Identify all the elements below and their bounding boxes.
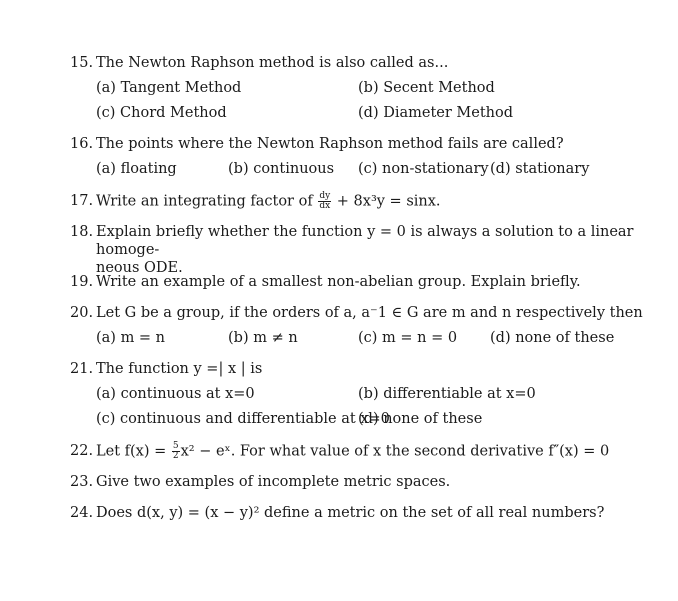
question-number: 17. bbox=[70, 193, 94, 209]
option-b: (b) Secent Method bbox=[358, 80, 495, 96]
option-d: (d) Diameter Method bbox=[358, 105, 513, 121]
option-a: (a) m = n bbox=[96, 330, 166, 346]
fraction-numerator: dy bbox=[319, 191, 331, 201]
option-c: (c) non-stationary bbox=[358, 161, 489, 177]
question-number: 21. bbox=[70, 361, 94, 377]
option-d: (d) none of these bbox=[358, 411, 483, 427]
fraction-numerator: 5 bbox=[172, 441, 179, 451]
option-a: (a) Tangent Method bbox=[96, 80, 242, 96]
question-text-line-1: Explain briefly whether the function y = 0 is always a solution to a linear homoge- bbox=[96, 224, 634, 258]
question-text: Let G be a group, if the orders of a, a⁻1 ∈ G are m and n respectively then bbox=[96, 305, 643, 321]
question-number: 16. bbox=[70, 136, 94, 152]
question-number: 15. bbox=[70, 55, 94, 71]
question-20 bbox=[70, 304, 660, 322]
question-15 bbox=[70, 54, 660, 72]
question-text: Write an example of a smallest non-abelian group. Explain briefly. bbox=[96, 274, 581, 290]
fraction-denominator: 2 bbox=[172, 451, 179, 461]
fraction-denominator: dx bbox=[319, 201, 331, 211]
option-a: (a) floating bbox=[96, 161, 177, 177]
question-number: 19. bbox=[70, 274, 94, 290]
option-b: (b) continuous bbox=[228, 161, 335, 177]
question-text: Does d(x, y) = (x − y)² define a metric on the set of all real numbers? bbox=[96, 505, 605, 521]
option-c: (c) m = n = 0 bbox=[358, 330, 458, 346]
question-text: The Newton Raphson method is also called as... bbox=[96, 55, 449, 71]
option-a: (a) continuous at x=0 bbox=[96, 386, 255, 402]
question-number: 18. bbox=[70, 224, 94, 240]
option-b: (b) differentiable at x=0 bbox=[358, 386, 536, 402]
question-number: 24. bbox=[70, 505, 94, 521]
question-text bbox=[96, 192, 660, 211]
option-c: (c) Chord Method bbox=[96, 105, 227, 121]
question-16 bbox=[70, 135, 660, 153]
option-d: (d) stationary bbox=[490, 161, 590, 177]
question-text-pre: Write an integrating factor of bbox=[96, 193, 313, 210]
question-21 bbox=[70, 360, 660, 378]
question-number: 20. bbox=[70, 305, 94, 321]
question-18 bbox=[70, 223, 660, 277]
question-text-post: x² − eˣ. For what value of x the second derivative f″(x) = 0 bbox=[180, 443, 610, 460]
question-23 bbox=[70, 473, 660, 491]
option-b: (b) m ≠ n bbox=[228, 330, 298, 346]
coefficient-fraction bbox=[172, 442, 180, 461]
question-24 bbox=[70, 504, 660, 522]
question-number: 23. bbox=[70, 474, 94, 490]
question-19 bbox=[70, 273, 660, 291]
question-text: The function y =| x | is bbox=[96, 361, 263, 377]
derivative-fraction bbox=[318, 192, 331, 211]
question-text-line-2: neous ODE. bbox=[96, 260, 183, 276]
question-text-pre: Let f(x) = bbox=[96, 443, 167, 460]
question-17 bbox=[70, 192, 660, 211]
option-d: (d) none of these bbox=[490, 330, 615, 346]
question-text: Give two examples of incomplete metric spaces. bbox=[96, 474, 451, 490]
option-c: (c) continuous and differentiable at x=0 bbox=[96, 411, 390, 427]
question-22 bbox=[70, 442, 660, 461]
question-text-post: + 8x³y = sinx. bbox=[336, 193, 441, 210]
question-text: The points where the Newton Raphson method fails are called? bbox=[96, 136, 564, 152]
question-number: 22. bbox=[70, 443, 94, 459]
question-text bbox=[96, 442, 660, 461]
